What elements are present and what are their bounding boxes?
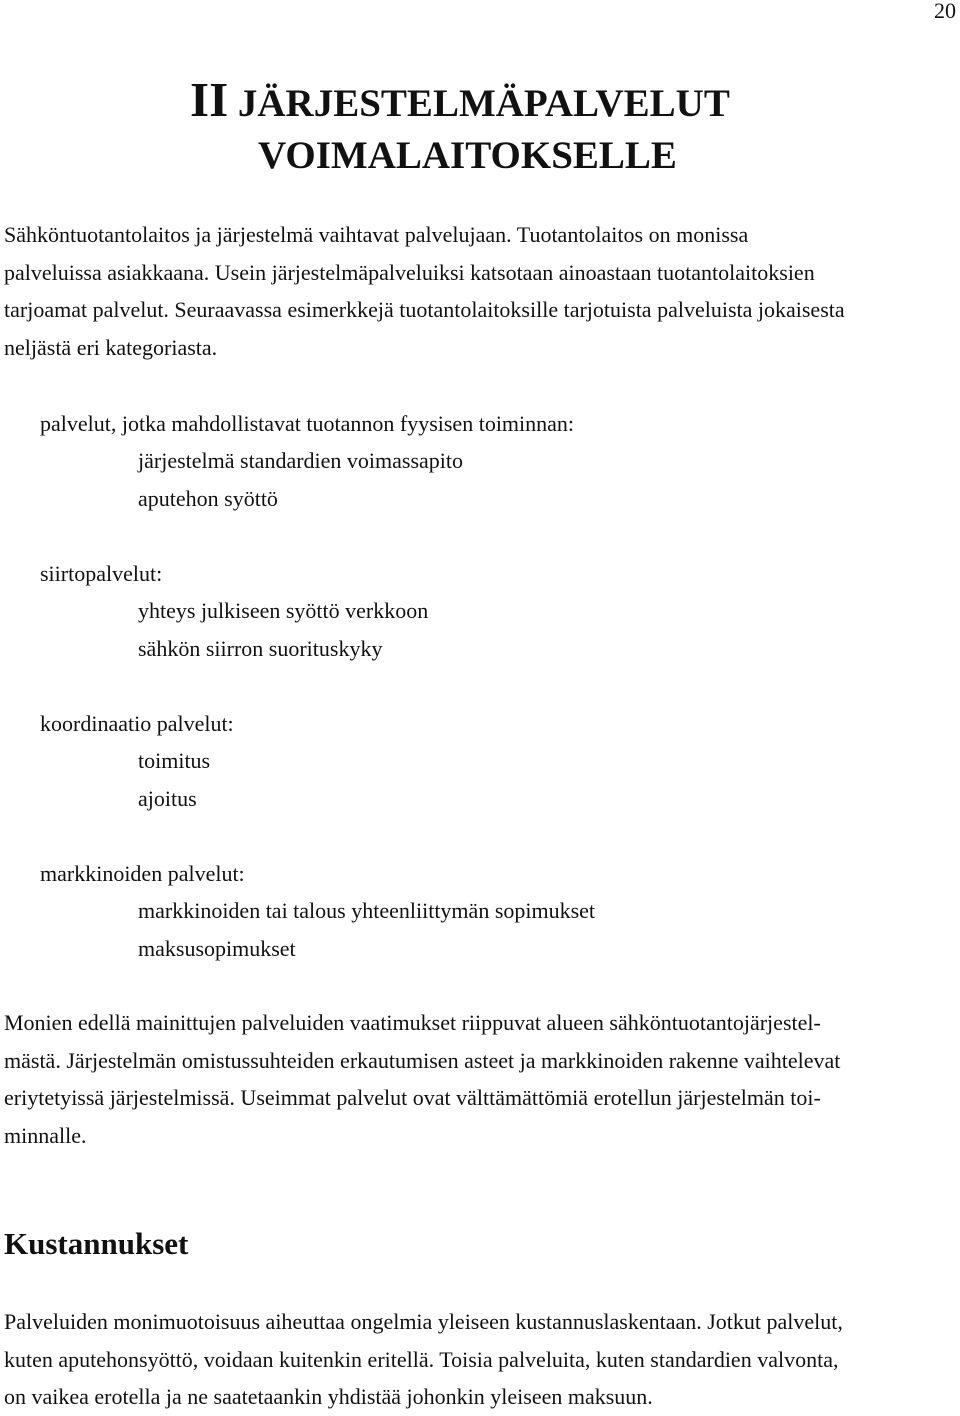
- intro-paragraph: [4, 216, 956, 366]
- category-heading-physical: palvelut, jotka mahdollistavat tuotannon fyysisen toiminnan:: [40, 411, 575, 436]
- costs-line: Palveluiden monimuotoisuus aiheuttaa ongelmia yleiseen kustannuslaskentaan. Jotkut palvelut,: [4, 1309, 843, 1334]
- summary-line: eriytetyissä järjestelmissä. Useimmat palvelut ovat välttämättömiä erotellun järjestelmän toi-: [4, 1085, 821, 1111]
- summary-line: Monien edellä mainittujen palveluiden vaatimukset riippuvat alueen sähköntuotantojärjestel-: [4, 1010, 821, 1035]
- category-item: ajoitus: [138, 786, 197, 811]
- costs-paragraph: [4, 1303, 956, 1416]
- intro-line: tarjoamat palvelut. Seuraavassa esimerkkejä tuotantolaitoksille tarjotuista palveluista jokaisesta: [4, 297, 845, 323]
- costs-line: on vaikea erotella ja ne saatetaankin yhdistää johonkin yleiseen maksuun.: [4, 1384, 653, 1410]
- chapter-numeral: II: [190, 72, 229, 127]
- category-item: yhteys julkiseen syöttö verkkoon: [138, 598, 429, 623]
- category-item: järjestelmä standardien voimassapito: [138, 448, 464, 473]
- category-item: sähkön siirron suorituskyky: [138, 636, 383, 661]
- section-heading: Kustannukset: [4, 1226, 189, 1261]
- category-item: aputehon syöttö: [138, 486, 278, 511]
- category-item: maksusopimukset: [138, 936, 296, 961]
- chapter-title-line1: JÄRJESTELMÄPALVELUT: [237, 82, 730, 125]
- summary-paragraph: [4, 1004, 956, 1154]
- category-heading-market: markkinoiden palvelut:: [40, 861, 245, 886]
- summary-line: minnalle.: [4, 1122, 87, 1148]
- intro-line: neljästä eri kategoriasta.: [4, 334, 218, 360]
- intro-line: palveluissa asiakkaana. Usein järjestelmäpalveluiksi katsotaan ainoastaan tuotantolaitoksien: [4, 259, 815, 285]
- category-item: markkinoiden tai talous yhteenliittymän sopimukset: [138, 898, 596, 923]
- costs-line: kuten aputehonsyöttö, voidaan kuitenkin eritellä. Toisia palveluita, kuten standardien valvonta,: [4, 1346, 839, 1372]
- chapter-title-line2: VOIMALAITOKSELLE: [258, 134, 677, 177]
- page-number: 20: [934, 0, 956, 23]
- summary-line: mästä. Järjestelmän omistussuhteiden erkautumisen asteet ja markkinoiden rakenne vaihtelevat: [4, 1047, 841, 1073]
- category-heading-coordination: koordinaatio palvelut:: [40, 711, 234, 736]
- intro-line: Sähköntuotantolaitos ja järjestelmä vaihtavat palvelujaan. Tuotantolaitos on monissa: [4, 222, 749, 247]
- chapter-title: [190, 74, 730, 182]
- category-item: toimitus: [138, 748, 211, 773]
- category-heading-transmission: siirtopalvelut:: [40, 561, 163, 586]
